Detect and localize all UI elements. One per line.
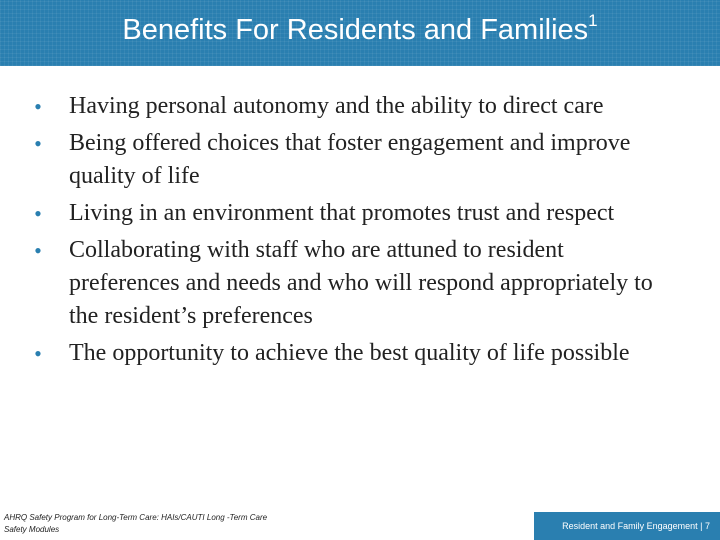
bullet-item xyxy=(28,337,668,370)
bullet-item xyxy=(28,197,668,230)
bullet-dot-icon: • xyxy=(34,94,42,119)
bullet-text: The opportunity to achieve the best quality of life possible xyxy=(69,340,630,366)
slide-title-text: Benefits For Residents and Families xyxy=(122,14,589,46)
bullet-text: Collaborating with staff who are attuned to resident preferences and needs and who will respond appropriately to the resident’s preferences xyxy=(69,237,653,329)
bullet-list xyxy=(28,90,668,374)
footer-slide-label: Resident and Family Engagement | 7 xyxy=(534,512,720,540)
bullet-text: Living in an environment that promotes trust and respect xyxy=(69,200,615,226)
title-citation-superscript: 1 xyxy=(588,11,598,30)
bullet-dot-icon: • xyxy=(34,131,42,156)
title-bar xyxy=(0,0,720,66)
bullet-text: Being offered choices that foster engagement and improve quality of life xyxy=(69,130,631,189)
slide-title xyxy=(0,12,720,48)
bullet-item xyxy=(28,90,668,123)
bullet-item xyxy=(28,234,668,333)
bullet-dot-icon: • xyxy=(34,341,42,366)
bullet-dot-icon: • xyxy=(34,201,42,226)
bullet-text: Having personal autonomy and the ability to direct care xyxy=(69,93,604,119)
bullet-dot-icon: • xyxy=(34,238,42,263)
bullet-item xyxy=(28,127,668,193)
footer-source-note: AHRQ Safety Program for Long-Term Care: HAIs/CAUTI Long -Term Care Safety Modules xyxy=(4,513,268,534)
